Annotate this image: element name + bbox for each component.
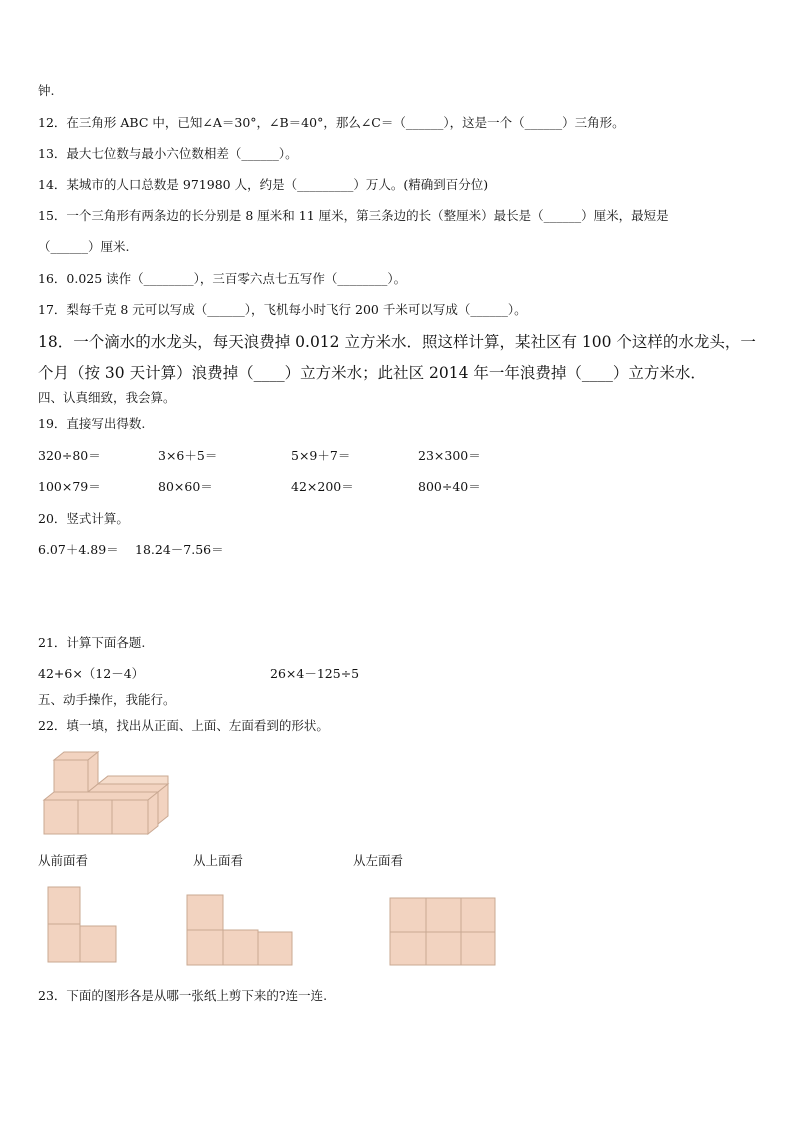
calc-item: 42×200＝ <box>291 479 354 494</box>
top-view-shape <box>186 894 294 966</box>
question-15-line-2: （______）厘米. <box>38 239 130 254</box>
front-view-label: 从前面看 <box>38 853 89 868</box>
section-4-heading: 四、认真细致，我会算。 <box>38 390 176 405</box>
question-16: 16．0.025 读作（________），三百零六点七五写作（________）。 <box>38 271 407 286</box>
calc-item: 18.24－7.56＝ <box>135 542 224 557</box>
front-view-shape <box>47 886 119 964</box>
calc-item: 23×300＝ <box>418 448 481 463</box>
calc-item: 6.07＋4.89＝ <box>38 542 119 557</box>
question-20: 20．竖式计算。 <box>38 511 129 526</box>
top-view-label: 从上面看 <box>193 853 244 868</box>
calc-item: 80×60＝ <box>158 479 213 494</box>
question-12: 12．在三角形 ABC 中，已知∠A＝30°，∠B＝40°，那么∠C＝（______），这是一个（______）三角形。 <box>38 115 625 130</box>
left-view-shape <box>389 897 497 967</box>
cube-stack-svg <box>40 748 175 840</box>
question-18-line-1: 18．一个滴水的水龙头，每天浪费掉 0.012 立方米水．照这样计算，某社区有 100 个这样的水龙头，一 <box>38 333 756 351</box>
calc-item: 3×6＋5＝ <box>158 448 218 463</box>
question-23: 23．下面的图形各是从哪一张纸上剪下来的?连一连. <box>38 988 328 1003</box>
calc-item: 5×9＋7＝ <box>291 448 351 463</box>
top-view-svg <box>186 894 294 966</box>
left-view-svg <box>389 897 497 967</box>
calc-item: 100×79＝ <box>38 479 101 494</box>
question-15-line-1: 15．一个三角形有两条边的长分别是 8 厘米和 11 厘米，第三条边的长（整厘米）最长是（______）厘米，最短是 <box>38 208 669 223</box>
calc-item: 800÷40＝ <box>418 479 481 494</box>
line-continuation: 钟. <box>38 83 55 98</box>
front-view-svg <box>47 886 119 964</box>
calc-item: 320÷80＝ <box>38 448 101 463</box>
question-17: 17．梨每千克 8 元可以写成（______），飞机每小时飞行 200 千米可以写成（______）。 <box>38 302 527 317</box>
section-5-heading: 五、动手操作，我能行。 <box>38 692 176 707</box>
question-19: 19．直接写出得数. <box>38 416 146 431</box>
calc-item: 42+6×（12－4） <box>38 666 145 681</box>
question-14: 14．某城市的人口总数是 971980 人，约是（_________）万人。(精确到百分位) <box>38 177 489 192</box>
question-13: 13．最大七位数与最小六位数相差（______）。 <box>38 146 298 161</box>
question-21: 21．计算下面各题. <box>38 635 146 650</box>
left-view-label: 从左面看 <box>353 853 404 868</box>
question-18-line-2: 个月（按 30 天计算）浪费掉（____）立方米水；此社区 2014 年一年浪费掉（____）立方米水． <box>38 364 706 382</box>
cube-stack-figure <box>40 748 175 840</box>
calc-item: 26×4－125÷5 <box>270 666 360 681</box>
question-22: 22．填一填，找出从正面、上面、左面看到的形状。 <box>38 718 329 733</box>
